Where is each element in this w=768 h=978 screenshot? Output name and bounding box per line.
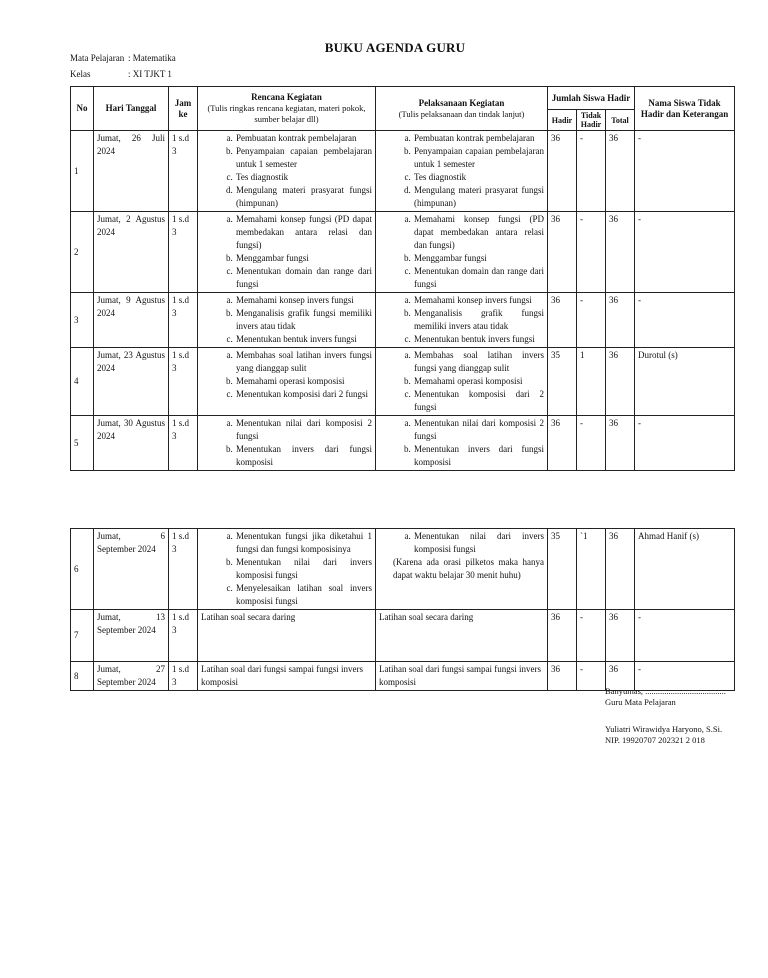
header-pelaksanaan-subtitle: (Tulis pelaksanaan dan tindak lanjut) (398, 108, 525, 119)
header-rencana (198, 87, 376, 131)
row-tidak-hadir: - (577, 416, 606, 471)
row-pelaksanaan (376, 293, 548, 348)
meta-class (70, 69, 172, 79)
signature-role: Guru Mata Pelajaran (605, 697, 676, 707)
pelaksanaan-list (379, 530, 544, 556)
rencana-item: a. Menentukan nilai dari komposisi 2 fungsi (235, 417, 372, 443)
row-date: Jumat, 13 September 2024 (94, 610, 169, 662)
row-number: 3 (71, 293, 94, 348)
agenda-table-body-part1 (71, 131, 735, 471)
row-date: Jumat, 23 Agustus 2024 (94, 348, 169, 416)
row-keterangan: Ahmad Hanif (s) (635, 529, 735, 610)
pelaksanaan-item: a. Memahami konsep fungsi (PD dapat membedakan antara relasi dan fungsi) (413, 213, 544, 252)
rencana-item: b. Menentukan nilai dari invers komposisi fungsi (235, 556, 372, 582)
rencana-item: a. Membahas soal latihan invers fungsi yang dianggap sulit (235, 349, 372, 375)
row-pelaksanaan (376, 348, 548, 416)
row-total: 36 (606, 662, 635, 691)
row-pelaksanaan (376, 529, 548, 610)
rencana-item: b. Menganalisis grafik fungsi memiliki invers atau tidak (235, 307, 372, 333)
rencana-item: d. Mengulang materi prasyarat fungsi (himpunan) (235, 184, 372, 210)
meta-class-label: Kelas (70, 69, 91, 79)
rencana-item: c. Menentukan domain dan range dari fungsi (235, 265, 372, 291)
rencana-text: Latihan soal secara daring (201, 612, 296, 622)
pelaksanaan-item: c. Tes diagnostik (413, 171, 544, 184)
row-tidak-hadir: 1 (577, 348, 606, 416)
pelaksanaan-text: Latihan soal secara daring (379, 612, 474, 622)
rencana-item: c. Menentukan bentuk invers fungsi (235, 333, 372, 346)
rencana-item: b. Menggambar fungsi (235, 252, 372, 265)
header-jam: Jam ke (169, 87, 198, 131)
rencana-item: a. Menentukan fungsi jika diketahui 1 fungsi dan fungsi komposisinya (235, 530, 372, 556)
table-row (71, 416, 735, 471)
rencana-list (201, 417, 372, 469)
row-rencana (198, 662, 376, 691)
row-keterangan: - (635, 212, 735, 293)
rencana-list (201, 132, 372, 210)
pelaksanaan-item: b. Menentukan invers dari fungsi komposisi (413, 443, 544, 469)
meta-subject-label: Mata Pelajaran (70, 53, 125, 63)
row-jam: 1 s.d 3 (169, 610, 198, 662)
row-keterangan: - (635, 131, 735, 212)
row-total: 36 (606, 529, 635, 610)
row-number: 7 (71, 610, 94, 662)
row-hadir: 36 (548, 662, 577, 691)
pelaksanaan-list (379, 213, 544, 291)
row-date: Jumat, 27 September 2024 (94, 662, 169, 691)
pelaksanaan-item: b. Menganalisis grafik fungsi memiliki invers atau tidak (413, 307, 544, 333)
agenda-table-part2 (70, 528, 735, 691)
row-total: 36 (606, 131, 635, 212)
rencana-list (201, 213, 372, 291)
pelaksanaan-item: b. Memahami operasi komposisi (413, 375, 544, 388)
row-date: Jumat, 26 Juli 2024 (94, 131, 169, 212)
table-row (71, 293, 735, 348)
row-tidak-hadir: - (577, 662, 606, 691)
pelaksanaan-item: c. Menentukan domain dan range dari fungsi (413, 265, 544, 291)
row-rencana (198, 293, 376, 348)
row-number: 6 (71, 529, 94, 610)
rencana-list (201, 349, 372, 401)
header-jumlah-siswa: Jumlah Siswa Hadir (548, 87, 635, 110)
row-hadir: 36 (548, 293, 577, 348)
row-total: 36 (606, 293, 635, 348)
row-hadir: 36 (548, 131, 577, 212)
header-hari-tanggal: Hari Tanggal (94, 87, 169, 131)
rencana-list (201, 294, 372, 346)
agenda-table-part1 (70, 86, 735, 471)
pelaksanaan-item: b. Penyampaian capaian pembelajaran untuk 1 semester (413, 145, 544, 171)
header-hadir: Hadir (548, 110, 577, 131)
row-jam: 1 s.d 3 (169, 212, 198, 293)
row-rencana (198, 212, 376, 293)
row-keterangan: - (635, 416, 735, 471)
header-nama-siswa: Nama Siswa Tidak Hadir dan Keterangan (635, 87, 735, 131)
row-total: 36 (606, 212, 635, 293)
row-number: 1 (71, 131, 94, 212)
pelaksanaan-list (379, 132, 544, 210)
row-rencana (198, 131, 376, 212)
row-rencana (198, 348, 376, 416)
header-no: No (71, 87, 94, 131)
signature-name: Yuliatri Wirawidya Haryono, S.Si. (605, 724, 723, 734)
pelaksanaan-list (379, 294, 544, 346)
signature-nip: NIP. 19920707 202321 2 018 (605, 735, 705, 745)
row-date: Jumat, 2 Agustus 2024 (94, 212, 169, 293)
rencana-item: b. Menentukan invers dari fungsi komposisi (235, 443, 372, 469)
pelaksanaan-list (379, 417, 544, 469)
rencana-item: c. Menyelesaikan latihan soal invers komposisi fungsi (235, 582, 372, 608)
table-row (71, 131, 735, 212)
header-tidak-hadir: Tidak Hadir (577, 110, 606, 131)
row-tidak-hadir: `1 (577, 529, 606, 610)
rencana-item: a. Memahami konsep invers fungsi (235, 294, 372, 307)
pelaksanaan-note: (Karena ada orasi pilketos maka hanya dapat waktu belajar 30 menit huhu) (393, 557, 544, 580)
row-number: 2 (71, 212, 94, 293)
rencana-item: b. Penyampaian capaian pembelajaran untuk 1 semester (235, 145, 372, 171)
pelaksanaan-item: a. Membahas soal latihan invers fungsi yang dianggap sulit (413, 349, 544, 375)
row-rencana (198, 416, 376, 471)
row-hadir: 36 (548, 610, 577, 662)
row-keterangan: - (635, 293, 735, 348)
row-rencana (198, 529, 376, 610)
meta-subject (70, 53, 176, 63)
document-title: BUKU AGENDA GURU (324, 40, 466, 55)
row-pelaksanaan (376, 131, 548, 212)
row-pelaksanaan (376, 610, 548, 662)
row-number: 8 (71, 662, 94, 691)
row-jam: 1 s.d 3 (169, 131, 198, 212)
row-tidak-hadir: - (577, 212, 606, 293)
pelaksanaan-item: a. Pembuatan kontrak pembelajaran (413, 132, 544, 145)
rencana-list (201, 530, 372, 608)
row-tidak-hadir: - (577, 610, 606, 662)
row-total: 36 (606, 348, 635, 416)
header-rencana-title: Rencana Kegiatan (251, 92, 322, 102)
table-row (71, 610, 735, 662)
rencana-item: a. Memahami konsep fungsi (PD dapat membedakan antara relasi dan fungsi) (235, 213, 372, 252)
table-row (71, 348, 735, 416)
pelaksanaan-item: a. Menentukan nilai dari invers komposisi fungsi (413, 530, 544, 556)
row-keterangan: - (635, 610, 735, 662)
row-keterangan: - (635, 662, 735, 691)
row-tidak-hadir: - (577, 293, 606, 348)
meta-class-value: : XI TJKT 1 (128, 69, 172, 79)
rencana-item: a. Pembuatan kontrak pembelajaran (235, 132, 372, 145)
row-rencana (198, 610, 376, 662)
pelaksanaan-item: a. Menentukan nilai dari komposisi 2 fungsi (413, 417, 544, 443)
meta-subject-value: : Matematika (128, 53, 176, 63)
pelaksanaan-item: d. Mengulang materi prasyarat fungsi (himpunan) (413, 184, 544, 210)
row-pelaksanaan (376, 212, 548, 293)
agenda-table-body-part2 (71, 529, 735, 691)
row-jam: 1 s.d 3 (169, 293, 198, 348)
row-keterangan: Durotul (s) (635, 348, 735, 416)
row-total: 36 (606, 416, 635, 471)
row-number: 4 (71, 348, 94, 416)
row-hadir: 36 (548, 416, 577, 471)
row-hadir: 35 (548, 348, 577, 416)
row-hadir: 36 (548, 212, 577, 293)
row-date: Jumat, 9 Agustus 2024 (94, 293, 169, 348)
row-jam: 1 s.d 3 (169, 416, 198, 471)
pelaksanaan-item: a. Memahami konsep invers fungsi (413, 294, 544, 307)
row-pelaksanaan (376, 662, 548, 691)
row-jam: 1 s.d 3 (169, 348, 198, 416)
row-pelaksanaan (376, 416, 548, 471)
row-jam: 1 s.d 3 (169, 662, 198, 691)
header-pelaksanaan-title: Pelaksanaan Kegiatan (418, 97, 505, 108)
row-total: 36 (606, 610, 635, 662)
row-jam: 1 s.d 3 (169, 529, 198, 610)
row-date: Jumat, 30 Agustus 2024 (94, 416, 169, 471)
header-pelaksanaan (376, 87, 548, 131)
header-total: Total (606, 110, 635, 131)
header-rencana-subtitle: (Tulis ringkas rencana kegiatan, materi pokok, sumber belajar dll) (207, 103, 366, 124)
pelaksanaan-list (379, 349, 544, 414)
table-row (71, 529, 735, 610)
rencana-item: c. Tes diagnostik (235, 171, 372, 184)
pelaksanaan-text: Latihan soal dari fungsi sampai fungsi invers komposisi (379, 664, 541, 687)
pelaksanaan-item: c. Menentukan bentuk invers fungsi (413, 333, 544, 346)
table-row (71, 212, 735, 293)
row-tidak-hadir: - (577, 131, 606, 212)
signature-place: Banyumas, ...................................... (605, 686, 726, 696)
row-number: 5 (71, 416, 94, 471)
pelaksanaan-item: c. Menentukan komposisi dari 2 fungsi (413, 388, 544, 414)
rencana-item: b. Memahami operasi komposisi (235, 375, 372, 388)
rencana-item: c. Menentukan komposisi dari 2 fungsi (235, 388, 372, 401)
rencana-text: Latihan soal dari fungsi sampai fungsi invers komposisi (201, 664, 363, 687)
row-hadir: 35 (548, 529, 577, 610)
pelaksanaan-item: b. Menggambar fungsi (413, 252, 544, 265)
row-date: Jumat, 6 September 2024 (94, 529, 169, 610)
